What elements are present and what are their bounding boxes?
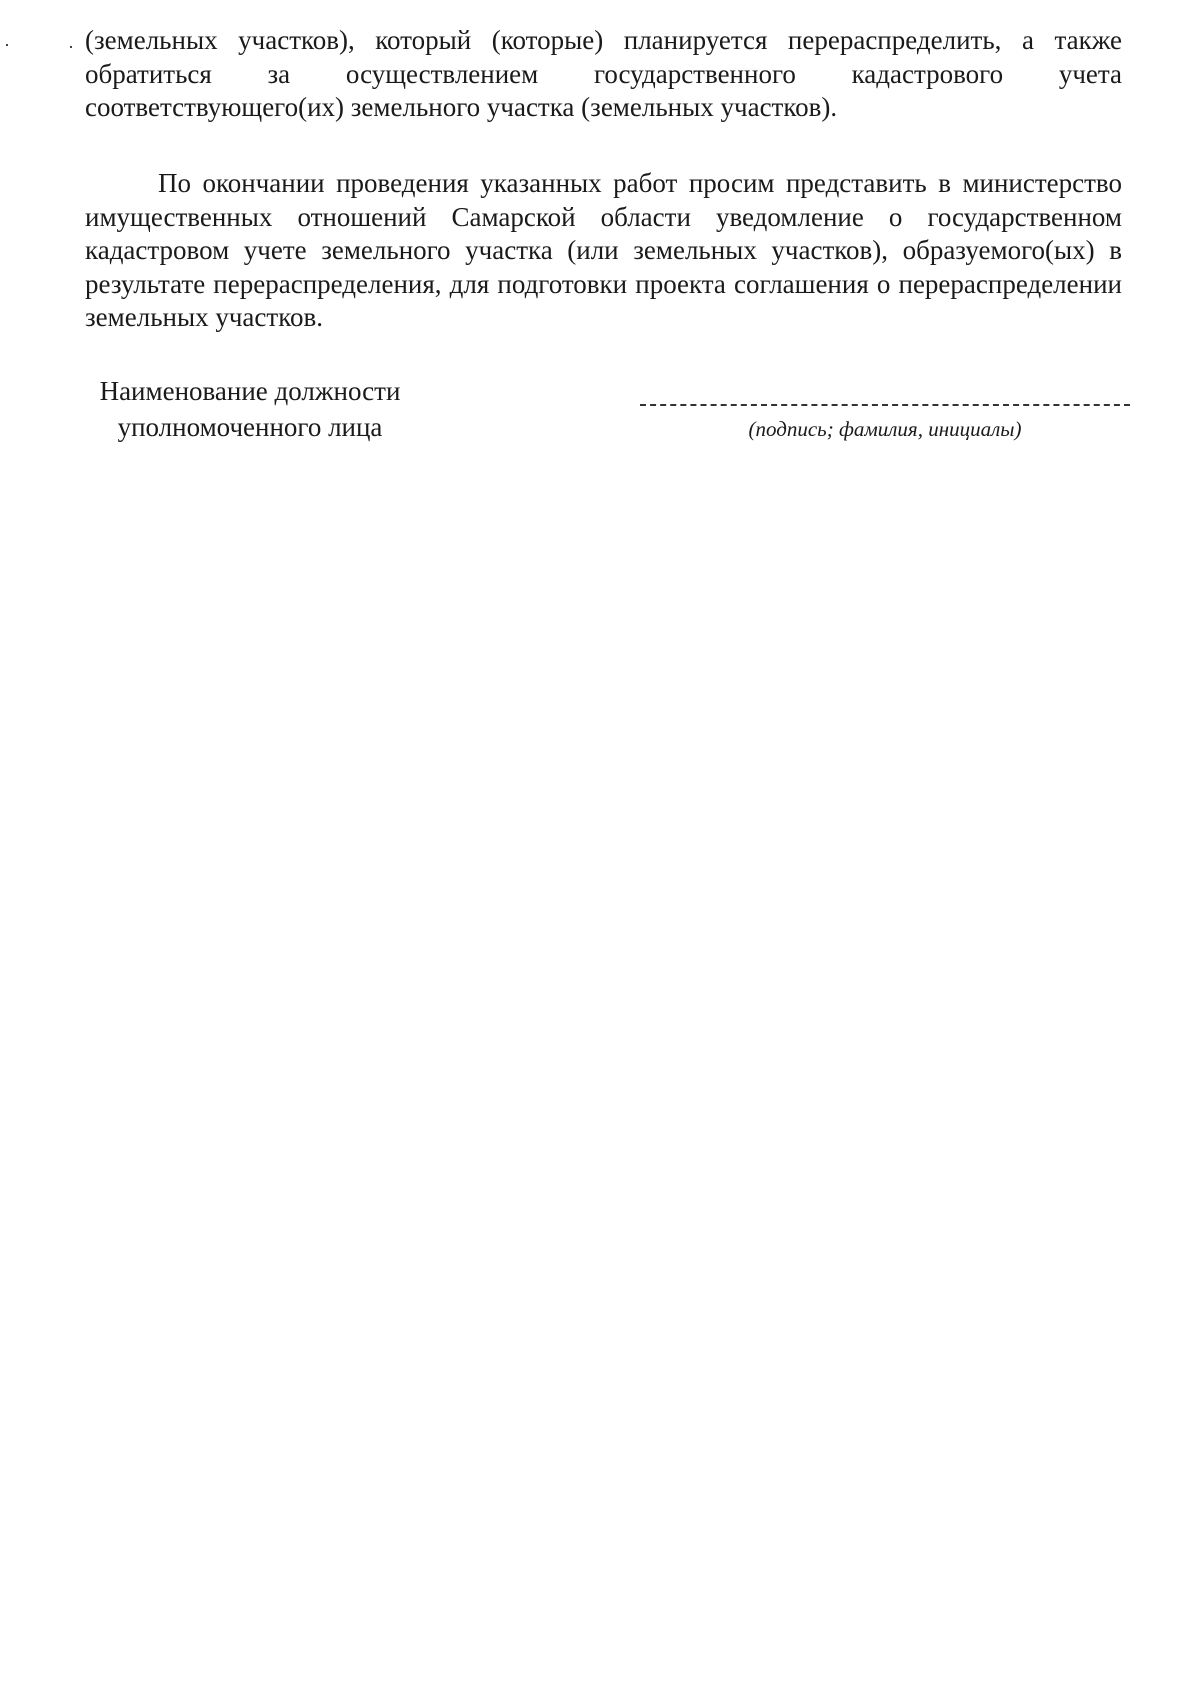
position-title-line-1: Наименование должности bbox=[99, 376, 401, 406]
scan-speck bbox=[70, 46, 72, 48]
signature-line bbox=[640, 404, 1130, 406]
position-title bbox=[85, 373, 415, 445]
signature-caption: (подпись; фамилия, инициалы) bbox=[748, 417, 1022, 441]
paragraph-continuation: (земельных участков), который (которые) планируется перераспределить, а также обратиться за осуществлением государственного кадастрового учета соответствующего(их) земельного участка (земельных участков). bbox=[85, 25, 1122, 122]
paragraph-request: По окончании проведения указанных работ просим представить в министерство имущественных отношений Самарской области уведомление о государственном кадастровом учете земельного участка (или земельных участков), образуемого(ых) в результате перераспределения, для подготовки проекта соглашения о перераспределении земельных участков. bbox=[85, 168, 1122, 332]
signature-block bbox=[85, 373, 1122, 463]
position-title-line-2: уполномоченного лица bbox=[117, 412, 383, 442]
scan-speck bbox=[6, 44, 8, 46]
